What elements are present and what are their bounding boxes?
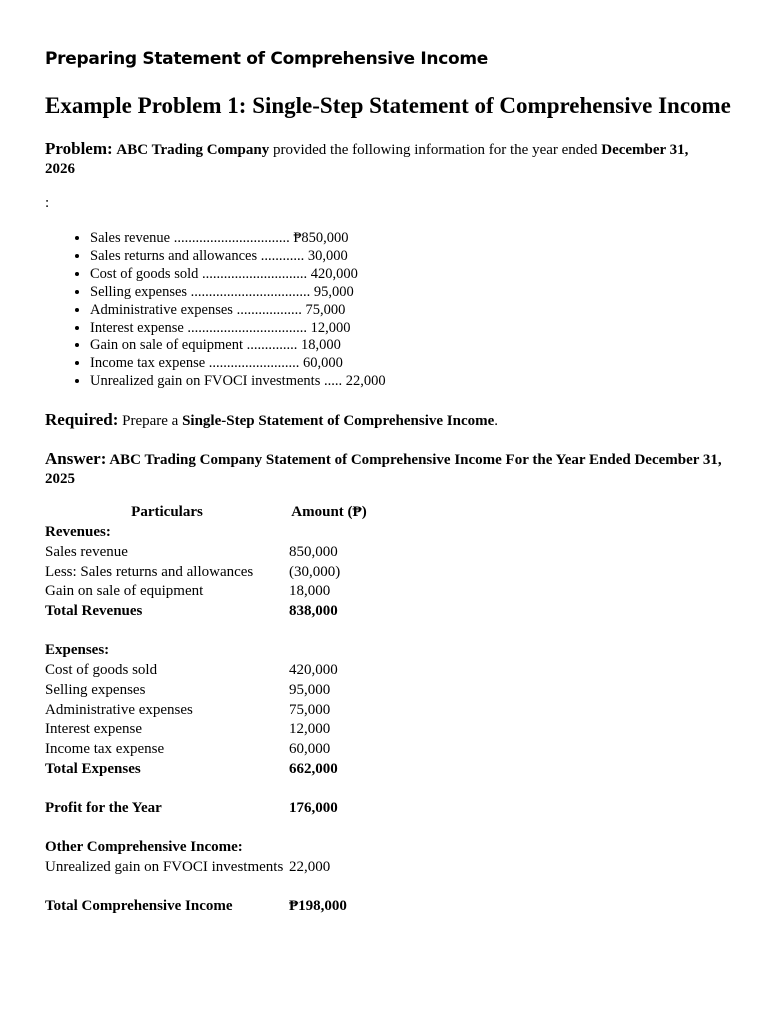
table-row [45,622,369,642]
row-label [45,819,289,839]
problem-text: provided the following information for the year ended [269,142,602,158]
row-amount [289,878,369,898]
problem-statement [45,139,715,179]
row-label: Total Comprehensive Income [45,898,233,915]
table-row [45,819,369,839]
list-item: • Selling expenses ................................. 95,000 [90,284,386,302]
table-row [45,701,369,721]
row-amount: 12,000 [289,721,331,738]
list-item: • Sales returns and allowances ............ 30,000 [90,248,386,266]
list-item: • Interest expense ................................. 12,000 [90,320,386,338]
table-row [45,602,369,622]
required-statement [45,410,498,430]
problem-colon: : [45,195,50,211]
row-amount [289,622,369,642]
required-period: . [494,413,499,429]
list-item: • Unrealized gain on FVOCI investments ..... 22,000 [90,373,386,391]
table-row [45,897,369,917]
row-amount: 176,000 [289,800,338,816]
list-item: • Cost of goods sold ............................. 420,000 [90,266,386,284]
table-header-row [45,503,369,523]
row-label: Selling expenses [45,681,146,698]
problem-date: December 31, 2026 [45,142,689,177]
required-text: Prepare a [118,413,183,429]
document-title: Preparing Statement of Comprehensive Income [45,49,488,69]
table-row [45,799,369,819]
problem-label: Problem: [45,139,113,158]
table-row [45,838,369,858]
row-amount: 662,000 [289,760,338,777]
row-amount: 75,000 [289,701,331,718]
table-row [45,543,369,563]
row-label: Less: Sales returns and allowances [45,563,254,580]
required-label: Required: [45,410,119,429]
row-amount [289,523,369,543]
row-label: Revenues: [45,524,111,540]
company-name: ABC Trading Company [116,142,270,158]
row-label: Interest expense [45,721,143,738]
table-row [45,740,369,760]
row-label: Unrealized gain on FVOCI investments [45,859,284,875]
row-label: Gain on sale of equipment [45,583,204,600]
list-item: • Gain on sale of equipment .............. 18,000 [90,337,386,355]
list-item: • Sales revenue ................................ ₱850,000 [90,230,386,248]
row-label: Income tax expense [45,741,165,757]
table-row [45,760,369,780]
given-information-list [45,230,386,391]
answer-heading: ABC Trading Company Statement of Comprehensive Income For the Year Ended December 31, 2025 [45,452,722,487]
row-label: Profit for the Year [45,800,162,816]
list-item: • Administrative expenses .................. 75,000 [90,302,386,320]
row-amount [289,641,369,661]
row-label: Other Comprehensive Income: [45,839,243,856]
row-amount: (30,000) [289,563,341,580]
table-row [45,582,369,602]
row-label [45,780,289,800]
table-row [45,681,369,701]
row-amount [289,819,369,839]
income-statement-body [45,523,369,917]
row-label: Expenses: [45,642,110,659]
particulars-header: Particulars [131,504,203,521]
table-row [45,720,369,740]
answer-label: Answer: [45,449,107,468]
row-amount: 22,000 [289,859,331,875]
row-label: Total Expenses [45,760,141,777]
row-label [45,622,289,642]
amount-header: Amount (₱) [291,504,367,521]
row-amount: 18,000 [289,583,331,600]
list-item: • Income tax expense ......................... 60,000 [90,355,386,373]
table-row [45,780,369,800]
row-amount: 95,000 [289,681,331,698]
required-emphasis: Single-Step Statement of Comprehensive Income [182,413,495,429]
answer-statement [45,449,725,489]
row-label: Total Revenues [45,603,143,619]
row-label: Cost of goods sold [45,662,158,678]
row-label: Administrative expenses [45,701,193,718]
row-amount: 850,000 [289,543,338,560]
income-statement-table [45,503,369,917]
table-row [45,523,369,543]
row-label: Sales revenue [45,543,128,560]
row-amount: 420,000 [289,662,338,678]
table-row [45,661,369,681]
row-amount: 838,000 [289,603,338,619]
table-row [45,878,369,898]
row-amount: 60,000 [289,741,331,757]
table-row [45,641,369,661]
example-heading: Example Problem 1: Single-Step Statement of Comprehensive Income [45,93,731,118]
row-amount [289,838,369,858]
row-label [45,878,289,898]
table-row [45,563,369,583]
row-amount [289,780,369,800]
row-amount: ₱198,000 [289,898,347,915]
table-row [45,858,369,878]
